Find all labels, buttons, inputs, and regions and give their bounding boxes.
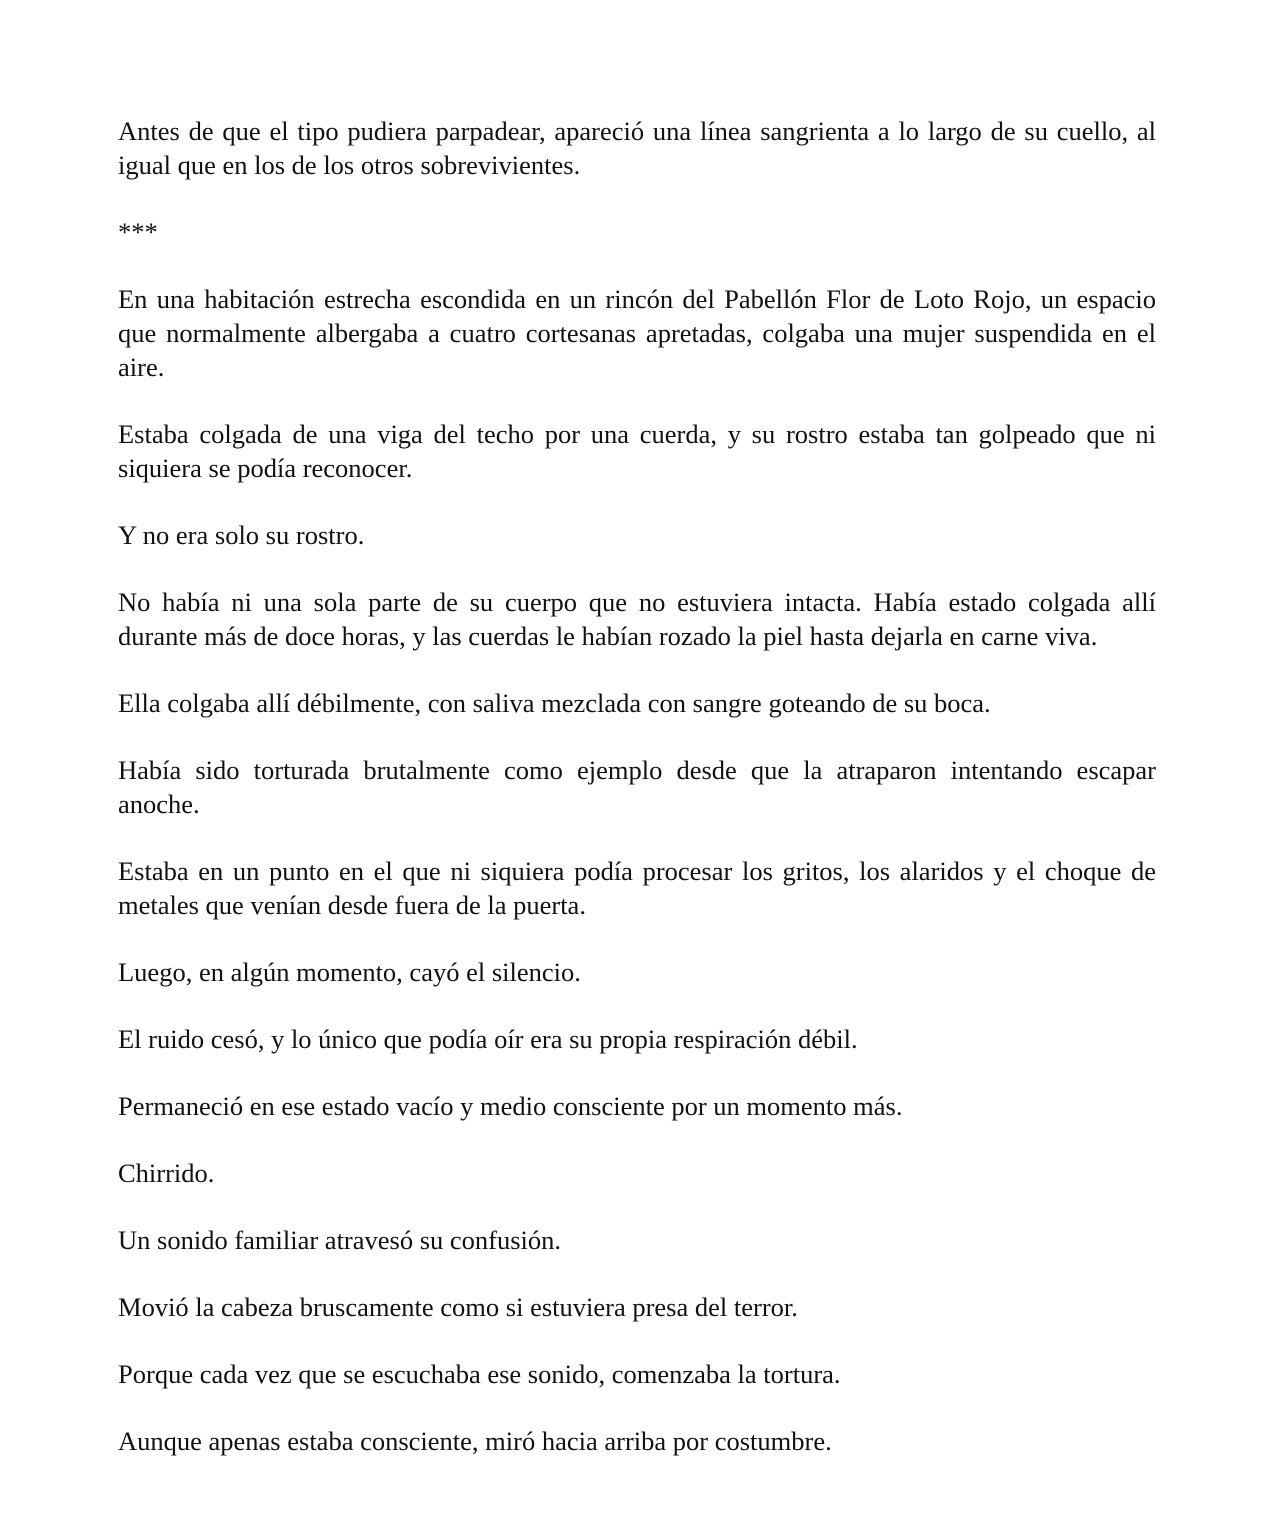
document-body xyxy=(118,114,1156,1458)
paragraph: Aunque apenas estaba consciente, miró hacia arriba por costumbre. xyxy=(118,1426,832,1456)
paragraph: Permaneció en ese estado vacío y medio consciente por un momento más. xyxy=(118,1091,903,1121)
scene-break: *** xyxy=(118,217,158,247)
paragraph: En una habitación estrecha escondida en un rincón del Pabellón Flor de Loto Rojo, un espacio que normalmente albergaba a cuatro cortesanas apretadas, colgaba una mujer suspendida en el aire. xyxy=(118,284,1156,382)
paragraph: Antes de que el tipo pudiera parpadear, apareció una línea sangrienta a lo largo de su cuello, al igual que en los de los otros sobrevivientes. xyxy=(118,116,1156,180)
paragraph: Y no era solo su rostro. xyxy=(118,520,365,550)
paragraph: Movió la cabeza bruscamente como si estuviera presa del terror. xyxy=(118,1292,798,1322)
paragraph: No había ni una sola parte de su cuerpo que no estuviera intacta. Había estado colgada allí durante más de doce horas, y las cuerdas le habían rozado la piel hasta dejarla en carne viva. xyxy=(118,587,1156,651)
paragraph: El ruido cesó, y lo único que podía oír era su propia respiración débil. xyxy=(118,1024,858,1054)
paragraph: Estaba colgada de una viga del techo por una cuerda, y su rostro estaba tan golpeado que ni siquiera se podía reconocer. xyxy=(118,419,1156,483)
paragraph: Chirrido. xyxy=(118,1158,215,1188)
paragraph: Luego, en algún momento, cayó el silencio. xyxy=(118,957,581,987)
paragraph: Un sonido familiar atravesó su confusión. xyxy=(118,1225,562,1255)
paragraph: Ella colgaba allí débilmente, con saliva mezclada con sangre goteando de su boca. xyxy=(118,688,991,718)
paragraph: Había sido torturada brutalmente como ejemplo desde que la atraparon intentando escapar anoche. xyxy=(118,755,1156,819)
paragraph: Estaba en un punto en el que ni siquiera podía procesar los gritos, los alaridos y el choque de metales que venían desde fuera de la puerta. xyxy=(118,856,1156,920)
paragraph: Porque cada vez que se escuchaba ese sonido, comenzaba la tortura. xyxy=(118,1359,841,1389)
